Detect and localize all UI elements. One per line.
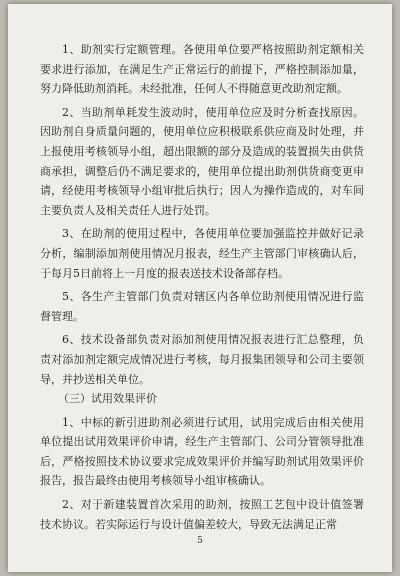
paragraph-trial-use: 1、中标的新引进助剂必须进行试用，试用完成后由相关使用单位提出试用效果评价申请，经生产主管部门、公司分管领导批准后，严格按照技术协议要求完成效果评价并编写助剂试用效果评价报告，报告最终由使用考核领导小组审核确认。 — [40, 415, 364, 488]
paragraph-usage-monitoring: 3、在助剂的使用过程中，各使用单位要加强监控并做好记录分析，编制添加剂使用情况月报表，经生产主管部门审核确认后，于每月5日前将上一月度的报表送技术设备部存档。 — [40, 227, 364, 280]
document-page — [8, 4, 392, 572]
document-body — [40, 40, 364, 534]
paragraph-consumption-fluctuation: 2、当助剂单耗发生波动时，使用单位应及时分析查找原因。因助剂自身质量问题的，使用单位应积极联系供应商及时处理，并上报使用考核领导小组，超出限额的部分及造成的装置损失由供货商承担，调整后仍不满足要求的，使用单位提出助剂供货商变更申请，经使用考核领导小组审批后执行；因人为操作造成的，对车间主要负责人及相关责任人进行处罚。 — [40, 105, 364, 217]
paragraph-quota-management: 1、助剂实行定额管理。各使用单位要严格按照助剂定额相关要求进行添加，在满足生产正常运行的前提下，严格控制添加量，努力降低助剂消耗。未经批准，任何人不得随意更改助剂定额。 — [40, 43, 364, 96]
paragraph-new-installation: 2、对于新建装置首次采用的助剂，按照工艺包中设计值签署技术协议。若实际运行与设计值偏差较大，导致无法满足正常 — [40, 498, 364, 531]
paragraph-report-summary: 6、技术设备部负责对添加剂使用情况报表进行汇总整理，负责对添加剂定额完成情况进行考核，每月报集团领导和公司主要领导，并抄送相关单位。 — [40, 333, 364, 386]
paragraph-supervision: 5、各生产主管部门负责对辖区内各单位助剂使用情况进行监督管理。 — [40, 290, 364, 323]
section-heading-trial-evaluation: （三）试用效果评价 — [58, 392, 157, 406]
page-number: 5 — [197, 536, 203, 546]
